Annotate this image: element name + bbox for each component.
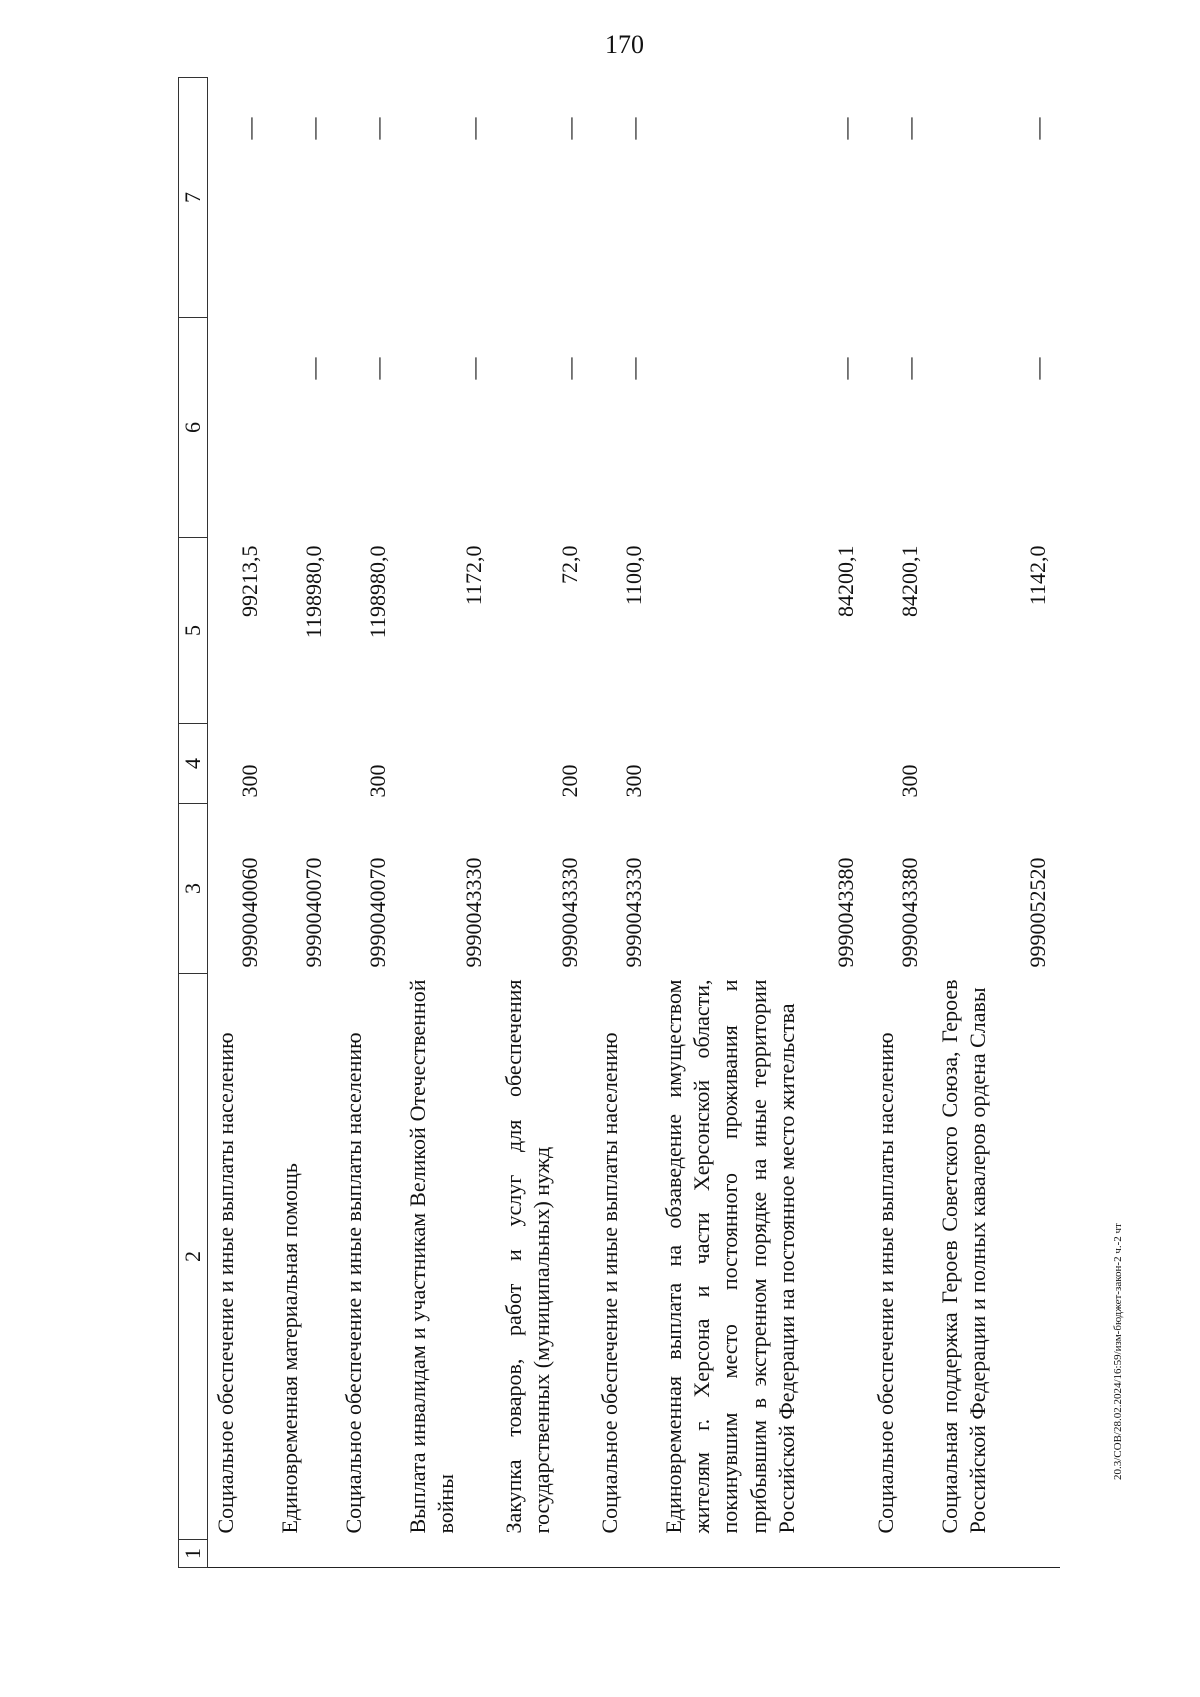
description-cell: Социальное обеспечение и иные выплаты населению xyxy=(873,1032,899,1534)
description-cell: Социальное обеспечение и иные выплаты населению xyxy=(341,1032,367,1534)
row-number-cell xyxy=(208,1540,273,1568)
amount-cell: 1198980,0 xyxy=(365,545,390,639)
table-row xyxy=(868,78,932,1568)
col6-cell: — xyxy=(301,357,326,380)
table-row xyxy=(208,78,273,1568)
header-row xyxy=(179,78,208,1568)
table-row xyxy=(496,78,592,1568)
table-row xyxy=(400,78,496,1568)
col7-cell: — xyxy=(833,117,858,140)
row-number-cell xyxy=(592,1540,656,1568)
col6-cell: — xyxy=(1025,357,1050,380)
target-code-cell: 9990043380 xyxy=(833,857,858,968)
col7-cell: — xyxy=(301,117,326,140)
amount-cell: 1100,0 xyxy=(621,545,646,606)
amount-cell: 72,0 xyxy=(557,545,582,584)
header-col-4: 4 xyxy=(179,724,208,804)
description-cell: Социальное обеспечение и иные выплаты населению xyxy=(597,1032,623,1534)
rotated-table-container xyxy=(178,78,1188,1568)
document-code: 20.3/СОВ/28.02.2024/16:59/изм-бюджет-закон-2 ч.-2 чт xyxy=(1112,1223,1124,1480)
row-number-cell xyxy=(496,1540,592,1568)
target-code-cell: 9990043330 xyxy=(557,857,582,968)
page-number: 170 xyxy=(605,30,644,59)
row-number-cell xyxy=(868,1540,932,1568)
col7-cell: — xyxy=(237,117,262,140)
header-col-5: 5 xyxy=(179,538,208,724)
expense-type-cell xyxy=(932,724,1060,804)
target-code-cell: 9990040070 xyxy=(365,857,390,968)
row-number-cell xyxy=(400,1540,496,1568)
expense-type-cell: 300 xyxy=(237,764,262,798)
expense-type-cell xyxy=(656,724,868,804)
amount-cell: 99213,5 xyxy=(237,545,262,617)
col6-cell: — xyxy=(461,357,486,380)
row-number-cell xyxy=(656,1540,868,1568)
col7-cell: — xyxy=(365,117,390,140)
header-col-3: 3 xyxy=(179,804,208,974)
table-row xyxy=(592,78,656,1568)
expense-type-cell: 200 xyxy=(557,764,582,798)
col6-cell: — xyxy=(833,357,858,380)
table-row xyxy=(272,78,336,1568)
amount-cell: 1198980,0 xyxy=(301,545,326,639)
target-code-cell: 9990052520 xyxy=(1025,857,1050,968)
description-cell: Социальное обеспечение и иные выплаты населению xyxy=(213,1032,239,1534)
expense-type-cell: 300 xyxy=(365,764,390,798)
col7-cell: — xyxy=(1025,117,1050,140)
table-row xyxy=(932,78,1060,1568)
col6-cell: — xyxy=(557,357,582,380)
expense-type-cell xyxy=(400,724,496,804)
expense-type-cell xyxy=(272,724,336,804)
amount-cell: 84200,1 xyxy=(833,545,858,617)
description-cell: Единовременная выплата на обзаведение имуществом жителям г. Херсона и части Херсонской области, покинувшим место постоянного проживания и прибывшим в экстренном порядке на иные территории Российской Федерации на постоянное место жительства xyxy=(661,979,799,1534)
header-col-2: 2 xyxy=(179,974,208,1540)
col7-cell: — xyxy=(621,117,646,140)
col6-cell: — xyxy=(365,357,390,380)
table-row xyxy=(336,78,400,1568)
amount-cell: 84200,1 xyxy=(897,545,922,617)
col7-cell: — xyxy=(461,117,486,140)
header-col-1: 1 xyxy=(179,1540,208,1568)
header-col-6: 6 xyxy=(179,318,208,538)
col7-cell: — xyxy=(557,117,582,140)
target-code-cell: 9990043330 xyxy=(621,857,646,968)
description-cell: Социальная поддержка Героев Советского Союза, Героев Российской Федерации и полных кавалеров ордена Славы xyxy=(937,979,991,1534)
expense-type-cell: 300 xyxy=(897,764,922,798)
target-code-cell: 9990040060 xyxy=(237,857,262,968)
col6-cell: — xyxy=(897,357,922,380)
table-row xyxy=(656,78,868,1568)
col7-cell: — xyxy=(897,117,922,140)
row-number-cell xyxy=(272,1540,336,1568)
header-col-7: 7 xyxy=(179,78,208,318)
target-code-cell: 9990043330 xyxy=(461,857,486,968)
target-code-cell: 9990040070 xyxy=(301,857,326,968)
expense-type-cell: 300 xyxy=(621,764,646,798)
row-number-cell xyxy=(932,1540,1060,1568)
description-cell: Единовременная материальная помощь xyxy=(277,1163,303,1534)
amount-cell: 1172,0 xyxy=(461,545,486,606)
row-number-cell xyxy=(336,1540,400,1568)
target-code-cell: 9990043380 xyxy=(897,857,922,968)
amount-cell: 1142,0 xyxy=(1025,545,1050,606)
budget-table xyxy=(178,77,1060,1568)
col6-cell xyxy=(208,318,273,538)
description-cell: Закупка товаров, работ и услуг для обеспечения государственных (муниципальных) нужд xyxy=(501,979,555,1534)
description-cell: Выплата инвалидам и участникам Великой Отечественной войны xyxy=(405,979,459,1534)
col6-cell: — xyxy=(621,357,646,380)
